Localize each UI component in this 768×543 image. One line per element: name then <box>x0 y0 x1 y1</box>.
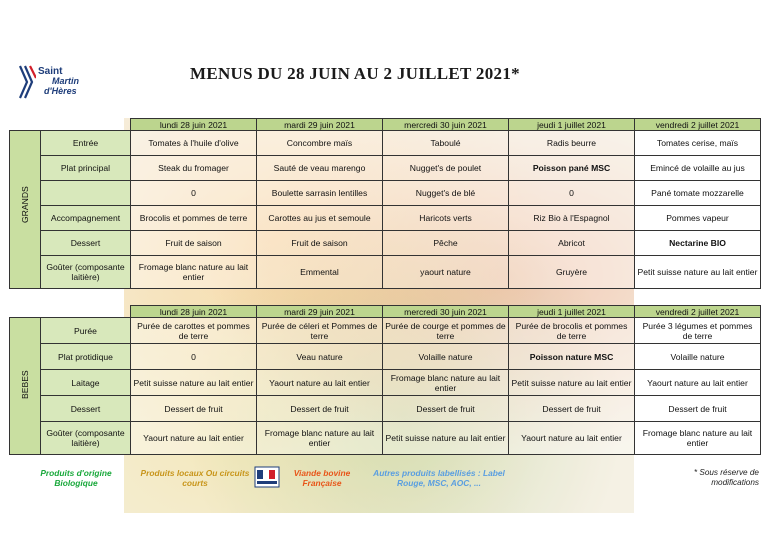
day-header: mardi 29 juin 2021 <box>257 306 383 318</box>
day-header: jeudi 1 juillet 2021 <box>509 306 635 318</box>
menu-cell: Fromage blanc nature au lait entier <box>383 370 509 396</box>
day-header: mercredi 30 juin 2021 <box>383 119 509 131</box>
menu-cell: Radis beurre <box>509 131 635 156</box>
menu-cell: Purée de courge et pommes de terre <box>383 318 509 344</box>
menu-cell: Petit suisse nature au lait entier <box>131 370 257 396</box>
blank-cell <box>10 306 41 318</box>
blank-cell <box>41 306 131 318</box>
logo-text: Martin <box>52 76 79 86</box>
menu-cell: Tomates à l'huile d'olive <box>131 131 257 156</box>
blank-cell <box>41 119 131 131</box>
table-row <box>10 318 761 344</box>
menu-cell: Yaourt nature au lait entier <box>257 370 383 396</box>
day-header: lundi 28 juin 2021 <box>131 119 257 131</box>
menu-cell: Emincé de volaille au jus <box>635 156 761 181</box>
menu-cell: Veau nature <box>257 344 383 370</box>
logo-text: Saint <box>38 66 63 77</box>
menu-cell: Fromage blanc nature au lait entier <box>635 422 761 455</box>
menu-cell: Volaille nature <box>383 344 509 370</box>
table-row <box>10 206 761 231</box>
menu-cell: Petit suisse nature au lait entier <box>383 422 509 455</box>
day-header: mercredi 30 juin 2021 <box>383 306 509 318</box>
menu-cell: Yaourt nature au lait entier <box>635 370 761 396</box>
row-label: Plat principal <box>41 156 131 181</box>
legend-viande: Viande bovine Française <box>293 468 351 488</box>
menu-cell: Brocolis et pommes de terre <box>131 206 257 231</box>
menu-cell: Dessert de fruit <box>635 396 761 422</box>
day-header-row <box>10 306 761 318</box>
row-label: Accompagnement <box>41 206 131 231</box>
day-header: mardi 29 juin 2021 <box>257 119 383 131</box>
menu-cell: Volaille nature <box>635 344 761 370</box>
menu-cell: Pané tomate mozzarelle <box>635 181 761 206</box>
menu-cell: Taboulé <box>383 131 509 156</box>
logo-icon <box>18 64 36 102</box>
day-header: vendredi 2 juillet 2021 <box>635 119 761 131</box>
menu-cell: Boulette sarrasin lentilles <box>257 181 383 206</box>
table-row <box>10 156 761 181</box>
menu-cell: Purée 3 légumes et pommes de terre <box>635 318 761 344</box>
row-label: Purée <box>41 318 131 344</box>
blank-cell <box>10 119 41 131</box>
menu-cell: Yaourt nature au lait entier <box>131 422 257 455</box>
day-header: vendredi 2 juillet 2021 <box>635 306 761 318</box>
table-row <box>10 370 761 396</box>
menu-cell: Nectarine BIO <box>635 231 761 256</box>
menu-cell: Dessert de fruit <box>131 396 257 422</box>
menu-cell: Steak du fromager <box>131 156 257 181</box>
page-title: MENUS DU 28 JUIN AU 2 JUILLET 2021* <box>190 64 520 83</box>
section-label <box>10 131 41 289</box>
section-label-text: GRANDS <box>20 185 30 223</box>
day-header: lundi 28 juin 2021 <box>131 306 257 318</box>
menu-cell: Fromage blanc nature au lait entier <box>131 256 257 289</box>
menu-cell: Fruit de saison <box>131 231 257 256</box>
day-header: jeudi 1 juillet 2021 <box>509 119 635 131</box>
table-row <box>10 181 761 206</box>
menu-cell: Haricots verts <box>383 206 509 231</box>
section-label-text: BEBES <box>20 370 30 399</box>
menu-cell: Nugget's de poulet <box>383 156 509 181</box>
menu-cell: Petit suisse nature au lait entier <box>509 370 635 396</box>
menu-table-bebes <box>9 305 761 455</box>
menu-cell: Sauté de veau marengo <box>257 156 383 181</box>
viande-bovine-francaise-logo-icon <box>254 466 280 488</box>
table-row <box>10 422 761 455</box>
menu-cell: Gruyère <box>509 256 635 289</box>
table-row <box>10 256 761 289</box>
row-label: Plat protidique <box>41 344 131 370</box>
row-label: Dessert <box>41 231 131 256</box>
disclaimer-note: * Sous réserve de modifications <box>693 468 759 487</box>
row-label: Entrée <box>41 131 131 156</box>
row-label: Goûter (composante laitière) <box>41 422 131 455</box>
row-label: Dessert <box>41 396 131 422</box>
legend-locaux: Produits locaux Ou circuits courts <box>140 468 250 488</box>
table-row <box>10 396 761 422</box>
menu-cell: Emmental <box>257 256 383 289</box>
menu-cell: Dessert de fruit <box>257 396 383 422</box>
menu-cell: Concombre maïs <box>257 131 383 156</box>
menu-table-grands <box>9 118 761 289</box>
menu-cell: 0 <box>131 344 257 370</box>
logo-text: d'Hères <box>44 86 77 96</box>
menu-cell: Riz Bio à l'Espagnol <box>509 206 635 231</box>
menu-cell: Dessert de fruit <box>383 396 509 422</box>
menu-cell: Pommes vapeur <box>635 206 761 231</box>
menu-cell: yaourt nature <box>383 256 509 289</box>
logo <box>14 56 98 112</box>
menu-cell: Petit suisse nature au lait entier <box>635 256 761 289</box>
menu-cell: Purée de brocolis et pommes de terre <box>509 318 635 344</box>
row-label: Goûter (composante laitière) <box>41 256 131 289</box>
menu-cell: Purée de céleri et Pommes de terre <box>257 318 383 344</box>
menu-cell: Fruit de saison <box>257 231 383 256</box>
menu-cell: Tomates cerise, maïs <box>635 131 761 156</box>
menu-cell: Abricot <box>509 231 635 256</box>
table-row <box>10 231 761 256</box>
table-row <box>10 131 761 156</box>
row-label <box>41 181 131 206</box>
row-label: Laitage <box>41 370 131 396</box>
section-label <box>10 318 41 455</box>
menu-cell: 0 <box>509 181 635 206</box>
legend-bio: Produits d'origine Biologique <box>40 468 112 488</box>
day-header-row <box>10 119 761 131</box>
menu-cell: Purée de carottes et pommes de terre <box>131 318 257 344</box>
menu-cell: Pêche <box>383 231 509 256</box>
menu-cell: Dessert de fruit <box>509 396 635 422</box>
menu-cell: 0 <box>131 181 257 206</box>
table-row <box>10 344 761 370</box>
menu-cell: Poisson nature MSC <box>509 344 635 370</box>
menu-cell: Carottes au jus et semoule <box>257 206 383 231</box>
menu-cell: Yaourt nature au lait entier <box>509 422 635 455</box>
menu-cell: Fromage blanc nature au lait entier <box>257 422 383 455</box>
menu-cell: Nugget's de blé <box>383 181 509 206</box>
menu-cell: Poisson pané MSC <box>509 156 635 181</box>
legend-labellises: Autres produits labellisés : Label Rouge, MSC, AOC, ... <box>373 468 505 488</box>
